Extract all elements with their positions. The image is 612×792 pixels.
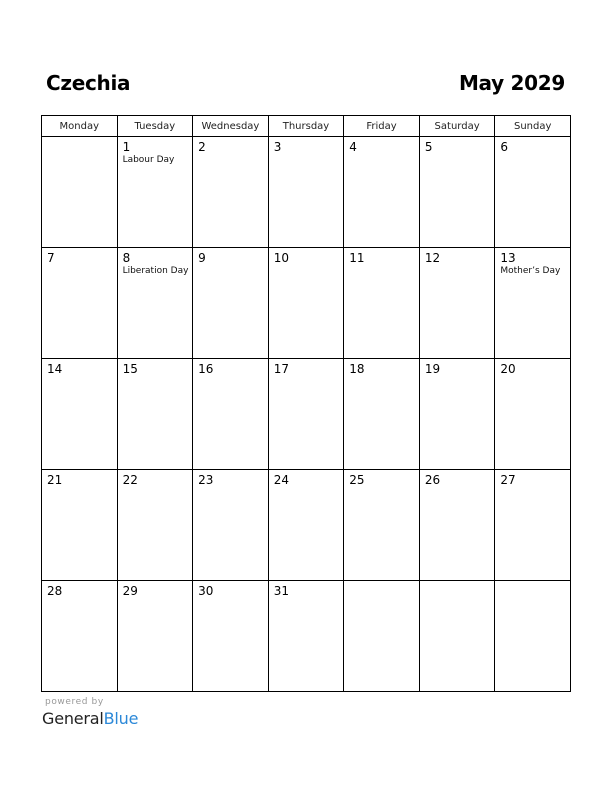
day-cell xyxy=(495,581,571,692)
day-number: 4 xyxy=(349,140,357,154)
day-number: 29 xyxy=(122,584,138,598)
day-number: 13 xyxy=(500,251,516,265)
day-number: 19 xyxy=(424,362,441,376)
day-number: 20 xyxy=(500,362,516,376)
day-cell xyxy=(495,137,571,248)
day-number: 2 xyxy=(198,140,206,154)
day-number: 10 xyxy=(273,251,289,265)
day-number: 6 xyxy=(500,140,509,154)
calendar-grid xyxy=(41,115,571,692)
day-number: 26 xyxy=(424,473,441,487)
day-cell xyxy=(344,248,420,359)
day-number: 22 xyxy=(122,473,138,487)
day-cell xyxy=(419,470,495,581)
day-number: 21 xyxy=(47,473,63,487)
day-cell xyxy=(268,137,344,248)
calendar-country-title: Czechia xyxy=(46,71,131,95)
day-cell xyxy=(495,248,571,359)
day-cell xyxy=(42,248,118,359)
day-number: 5 xyxy=(424,140,433,154)
day-cell xyxy=(268,359,344,470)
day-cell xyxy=(419,137,495,248)
weekday-header: Wednesday xyxy=(193,116,269,137)
day-cell xyxy=(344,359,420,470)
weekday-header: Saturday xyxy=(419,116,495,137)
day-cell xyxy=(193,137,269,248)
day-cell xyxy=(268,248,344,359)
brand-name-part2: Blue xyxy=(103,709,139,728)
weekday-header: Sunday xyxy=(495,116,571,137)
day-cell xyxy=(193,581,269,692)
holiday-label: Labour Day xyxy=(122,155,175,165)
week-row xyxy=(42,359,571,470)
weekday-header: Monday xyxy=(42,116,118,137)
day-cell xyxy=(42,581,118,692)
day-cell xyxy=(117,248,193,359)
week-row xyxy=(42,248,571,359)
day-cell xyxy=(344,137,420,248)
week-row xyxy=(42,581,571,692)
day-cell xyxy=(495,470,571,581)
day-number: 15 xyxy=(122,362,138,376)
week-row xyxy=(42,470,571,581)
day-number: 28 xyxy=(47,584,63,598)
day-number: 12 xyxy=(424,251,441,265)
day-number: 25 xyxy=(349,473,365,487)
day-number: 27 xyxy=(500,473,516,487)
powered-by-label: powered by xyxy=(45,697,104,707)
day-cell xyxy=(419,248,495,359)
day-cell xyxy=(419,359,495,470)
day-number: 31 xyxy=(273,584,289,598)
day-cell xyxy=(42,470,118,581)
day-cell xyxy=(117,137,193,248)
day-cell xyxy=(268,581,344,692)
day-number: 14 xyxy=(47,362,63,376)
day-number: 18 xyxy=(349,362,365,376)
day-cell xyxy=(117,470,193,581)
weekday-header: Friday xyxy=(344,116,420,137)
day-cell xyxy=(117,359,193,470)
day-cell xyxy=(42,359,118,470)
day-number: 7 xyxy=(47,251,55,265)
weekday-header: Tuesday xyxy=(117,116,193,137)
day-cell xyxy=(117,581,193,692)
day-number: 30 xyxy=(198,584,214,598)
week-row xyxy=(42,137,571,248)
calendar-month-title: May 2029 xyxy=(458,71,565,95)
day-number: 16 xyxy=(198,362,214,376)
holiday-label: Liberation Day xyxy=(122,266,189,276)
day-cell xyxy=(42,137,118,248)
brand-name-part1: General xyxy=(42,709,104,728)
day-cell xyxy=(419,581,495,692)
day-cell xyxy=(495,359,571,470)
weekday-header: Thursday xyxy=(268,116,344,137)
day-number: 1 xyxy=(122,140,131,154)
weekday-header-row xyxy=(42,116,571,137)
day-cell xyxy=(193,470,269,581)
day-number: 8 xyxy=(122,251,131,265)
day-number: 9 xyxy=(198,251,206,265)
day-cell xyxy=(344,581,420,692)
day-number: 23 xyxy=(198,473,214,487)
generalblue-logo[interactable] xyxy=(42,709,138,728)
day-cell xyxy=(193,248,269,359)
day-number: 11 xyxy=(349,251,365,265)
holiday-label: Mother’s Day xyxy=(500,266,561,276)
day-number: 17 xyxy=(273,362,289,376)
day-cell xyxy=(344,470,420,581)
day-cell xyxy=(268,470,344,581)
day-cell xyxy=(193,359,269,470)
day-number: 3 xyxy=(273,140,282,154)
day-number: 24 xyxy=(273,473,289,487)
